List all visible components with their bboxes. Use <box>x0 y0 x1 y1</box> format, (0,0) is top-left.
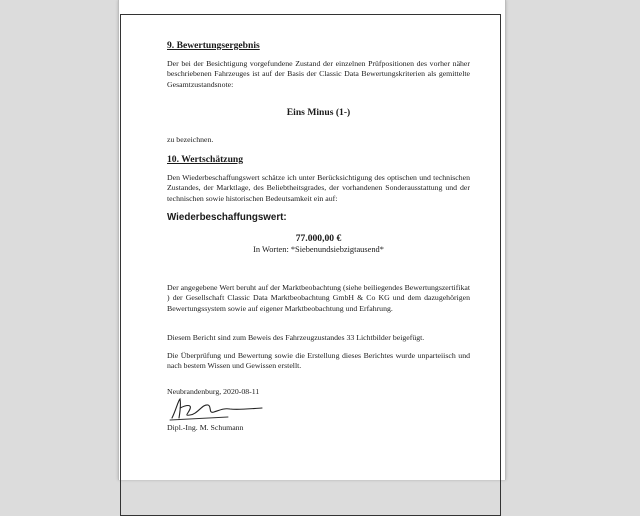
amount-in-words: In Worten: *Siebenundsiebzigtausend* <box>253 245 384 254</box>
grade-suffix-text: zu bezeichnen. <box>167 135 214 144</box>
section-9-heading: 9. Bewertungsergebnis <box>167 40 260 51</box>
replacement-value-amount: 77.000,00 € <box>295 233 342 244</box>
photos-paragraph: Diesem Bericht sind zum Beweis des Fahrzeugzustandes 33 Lichtbilder beigefügt. <box>167 333 425 342</box>
section-10-heading: 10. Wertschätzung <box>167 154 244 165</box>
replacement-value-label: Wiederbeschaffungswert: <box>167 212 287 223</box>
section-10-paragraph: Den Wiederbeschaffungswert schätze ich unter Berücksichtigung des optischen und technischen Zustandes, der Marktlage, des Beliebtheitsgrades, der vorhandenen Sonderausstattung und der technischen sowie historischen Bedeutsamkeit ein auf: <box>167 173 470 203</box>
place-date: Neubrandenburg, 2020-08-11 <box>167 387 260 396</box>
impartiality-paragraph: Die Überprüfung und Bewertung sowie die Erstellung dieses Berichtes wurde unparteiisch und nach bestem Wissen und Gewissen erstellt. <box>167 351 470 371</box>
handwritten-signature <box>168 396 268 422</box>
section-9-paragraph: Der bei der Besichtigung vorgefundene Zustand der einzelnen Prüfpositionen des vorher näher beschriebenen Fahrzeuges ist auf der Basis der Classic Data Bewertungskriterien als gemittelte Gesamtzustandsnote: <box>167 59 470 89</box>
valuation-basis-paragraph: Der angegebene Wert beruht auf der Marktbeobachtung (siehe beiliegendes Bewertungszertifikat ) der Gesellschaft Classic Data Marktbeobachtung GmbH & Co KG und dem dazugehörigen Bewertungssystem sowie auf eigener Marktbeobachtung und Erfahrung. <box>167 283 470 313</box>
condition-grade: Eins Minus (1-) <box>286 107 351 118</box>
signatory-name: Dipl.-Ing. M. Schumann <box>167 423 244 432</box>
